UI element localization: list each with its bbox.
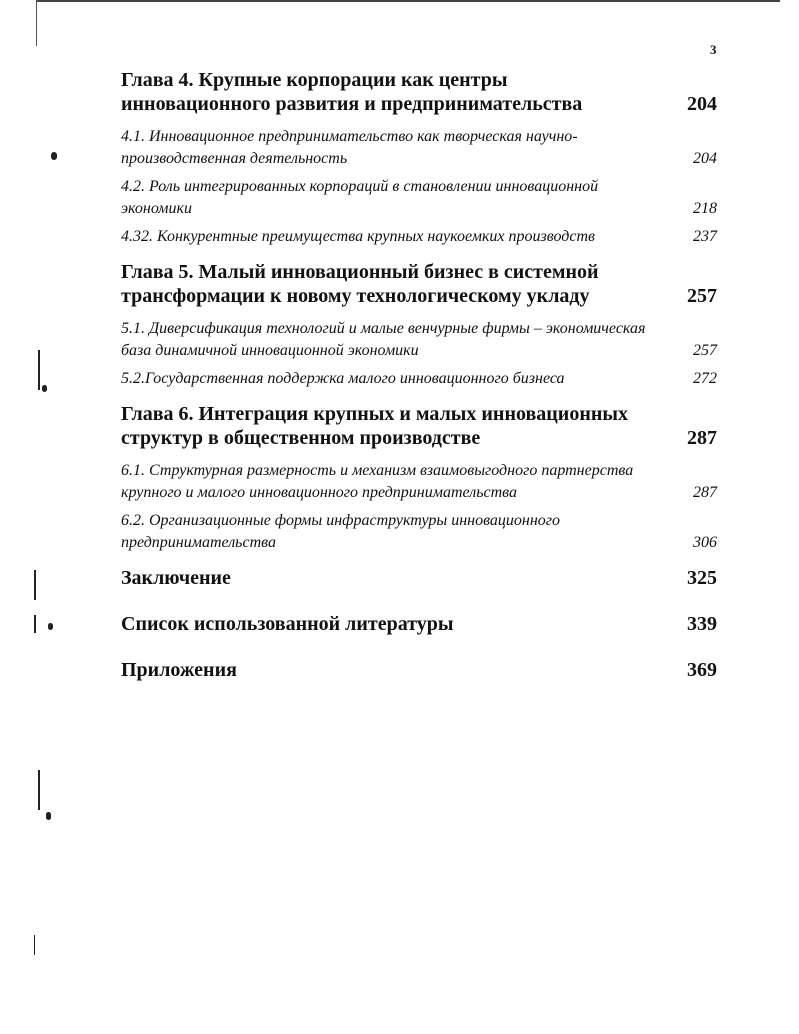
section-page: 257 (693, 342, 717, 359)
page-number: 3 (710, 42, 717, 57)
section-title-text: 6.2. Организационные формы инфраструктуры инновационного предпринимательства (121, 512, 561, 551)
chapter-page: 204 (687, 93, 717, 115)
section-page: 204 (693, 150, 717, 167)
conclusion-title: Заключение (121, 567, 231, 589)
chapter-title[interactable] (121, 402, 721, 450)
chapter-6 (121, 402, 721, 554)
appendices-entry[interactable] (121, 658, 721, 682)
bibliography-entry[interactable] (121, 612, 721, 636)
conclusion-page: 325 (687, 567, 717, 589)
section-title-text: 5.2.Государственная поддержка малого инновационного бизнеса (121, 370, 565, 387)
section-entry[interactable] (121, 126, 721, 170)
scan-artifact-mark (34, 935, 35, 955)
scan-artifact-mark (42, 385, 47, 392)
scan-artifact-mark (46, 812, 51, 820)
table-of-contents (121, 68, 721, 704)
bibliography-page: 339 (687, 613, 717, 635)
scan-artifact-mark (34, 615, 36, 633)
section-entry[interactable] (121, 226, 721, 248)
section-title-text: 4.2. Роль интегрированных корпораций в становлении инновационной экономики (121, 178, 599, 217)
section-title-text: 4.32. Конкурентные преимущества крупных наукоемких производств (121, 228, 595, 245)
section-entry[interactable] (121, 318, 721, 362)
scan-artifact-mark (48, 623, 53, 630)
section-title-text: 5.1. Диверсификация технологий и малые венчурные фирмы – экономическая база динамичной инновационной экономики (121, 320, 646, 359)
scan-artifact-mark (38, 770, 40, 810)
chapter-title[interactable] (121, 68, 721, 116)
section-page: 306 (693, 534, 717, 551)
section-entry[interactable] (121, 176, 721, 220)
chapter-title[interactable] (121, 260, 721, 308)
conclusion-entry[interactable] (121, 566, 721, 590)
chapter-page: 257 (687, 285, 717, 307)
chapter-title-text: Глава 5. Малый инновационный бизнес в системной трансформации к новому технологическому укладу (121, 261, 599, 307)
section-page: 287 (693, 484, 717, 501)
chapter-4 (121, 68, 721, 248)
scan-artifact-mark (38, 350, 40, 390)
scan-artifact-mark (51, 152, 57, 160)
section-title-text: 4.1. Инновационное предпринимательство как творческая научно-производственная деятельность (121, 128, 578, 167)
section-page: 218 (693, 200, 717, 217)
top-border-line (36, 0, 780, 2)
section-entry[interactable] (121, 368, 721, 390)
left-border-line (36, 0, 37, 46)
chapter-5 (121, 260, 721, 390)
chapter-title-text: Глава 6. Интеграция крупных и малых инновационных структур в общественном производстве (121, 403, 628, 449)
section-entry[interactable] (121, 510, 721, 554)
section-page: 272 (693, 370, 717, 387)
section-title-text: 6.1. Структурная размерность и механизм взаимовыгодного партнерства крупного и малого инновационного предпринимательства (121, 462, 634, 501)
chapter-title-text: Глава 4. Крупные корпорации как центры инновационного развития и предпринимательства (121, 69, 583, 115)
section-entry[interactable] (121, 460, 721, 504)
bibliography-title: Список использованной литературы (121, 613, 454, 635)
chapter-page: 287 (687, 427, 717, 449)
scan-artifact-mark (34, 570, 36, 600)
appendices-page: 369 (687, 659, 717, 681)
section-page: 237 (693, 228, 717, 245)
appendices-title: Приложения (121, 659, 237, 681)
